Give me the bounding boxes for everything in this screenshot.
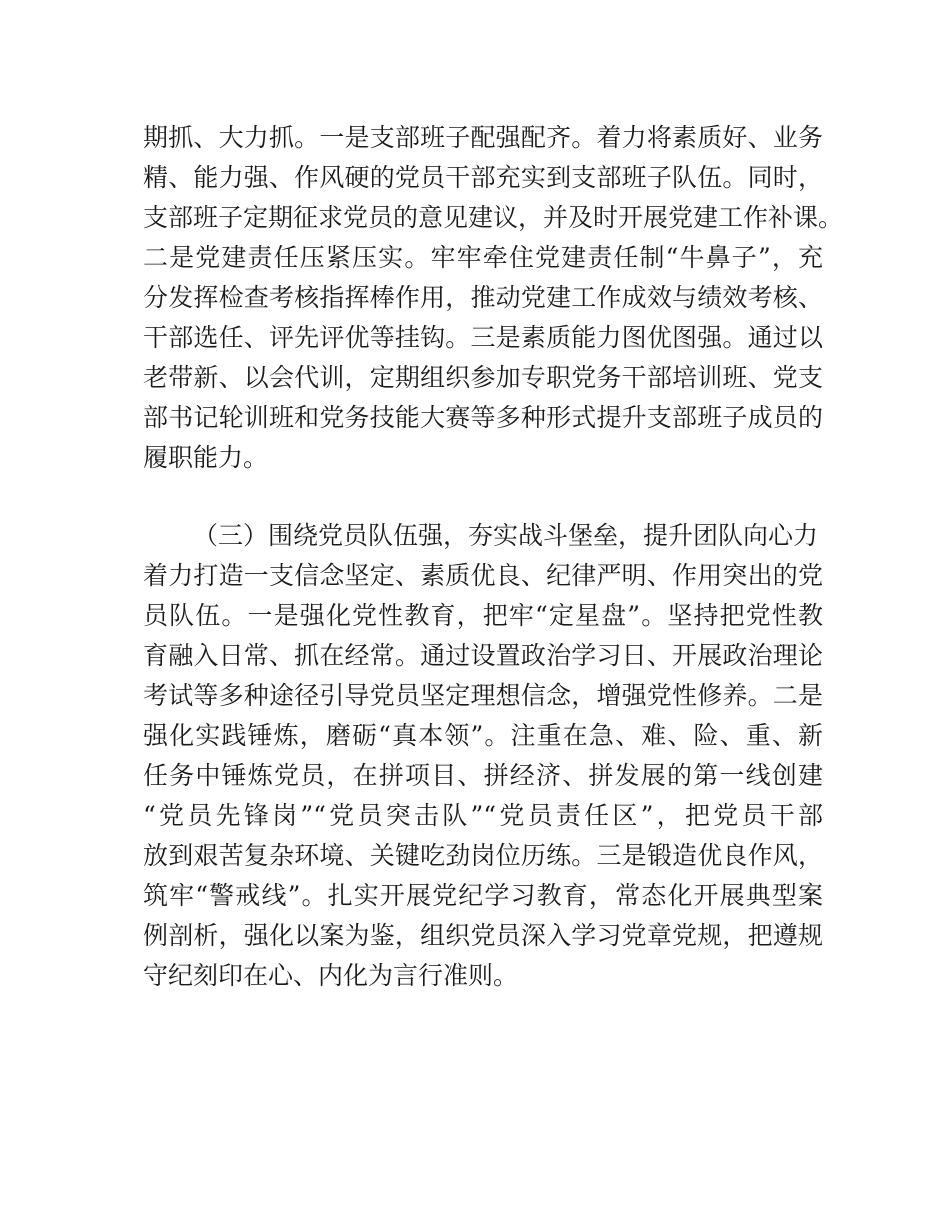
paragraph-party-branch-leadership (143, 118, 844, 478)
text-line: 着力打造一支信念坚定、素质优良、纪律严明、作用突出的党 (143, 561, 823, 590)
text-line: 守纪刻印在心、内化为言行准则。 (143, 961, 519, 990)
paragraph-party-member-team (143, 556, 823, 996)
text-line: 筑牢“警戒线”。扎实开展党纪学习教育，常态化开展典型案 (143, 881, 823, 910)
section-heading-text: （三）围绕党员队伍强，夯实战斗堡垒，提升团队向心力 (193, 521, 819, 550)
text-line: 老带新、以会代训，定期组织参加专职党务干部培训班、党支 (143, 363, 823, 392)
text-line: 例剖析，强化以案为鉴，组织党员深入学习党章党规，把遵规 (143, 921, 823, 950)
text-line: 员队伍。一是强化党性教育，把牢“定星盘”。坚持把党性教 (143, 601, 823, 630)
text-line: 部书记轮训班和党务技能大赛等多种形式提升支部班子成员的 (143, 403, 823, 432)
text-line: 分发挥检查考核指挥棒作用，推动党建工作成效与绩效考核、 (143, 283, 823, 312)
section-heading-3 (143, 516, 823, 556)
text-line: 强化实践锤炼，磨砺“真本领”。注重在急、难、险、重、新 (143, 721, 823, 750)
text-line: 期抓、大力抓。一是支部班子配强配齐。着力将素质好、业务 (143, 123, 823, 152)
text-line: 任务中锤炼党员，在拼项目、拼经济、拼发展的第一线创建 (143, 761, 823, 790)
text-line: 履职能力。 (143, 443, 269, 472)
text-line: 干部选任、评先评优等挂钩。三是素质能力图优图强。通过以 (143, 323, 823, 352)
text-line: 支部班子定期征求党员的意见建议，并及时开展党建工作补课。 (143, 203, 844, 232)
text-line: 放到艰苦复杂环境、关键吃劲岗位历练。三是锻造优良作风， (143, 841, 823, 870)
text-line: 育融入日常、抓在经常。通过设置政治学习日、开展政治理论 (143, 641, 823, 670)
text-line: 精、能力强、作风硬的党员干部充实到支部班子队伍。同时， (143, 163, 823, 192)
text-line: 二是党建责任压紧压实。牢牢牵住党建责任制“牛鼻子”，充 (143, 243, 823, 272)
text-line: “党员先锋岗”“党员突击队”“党员责任区”，把党员干部 (143, 801, 823, 830)
text-line: 考试等多种途径引导党员坚定理想信念，增强党性修养。二是 (143, 681, 823, 710)
